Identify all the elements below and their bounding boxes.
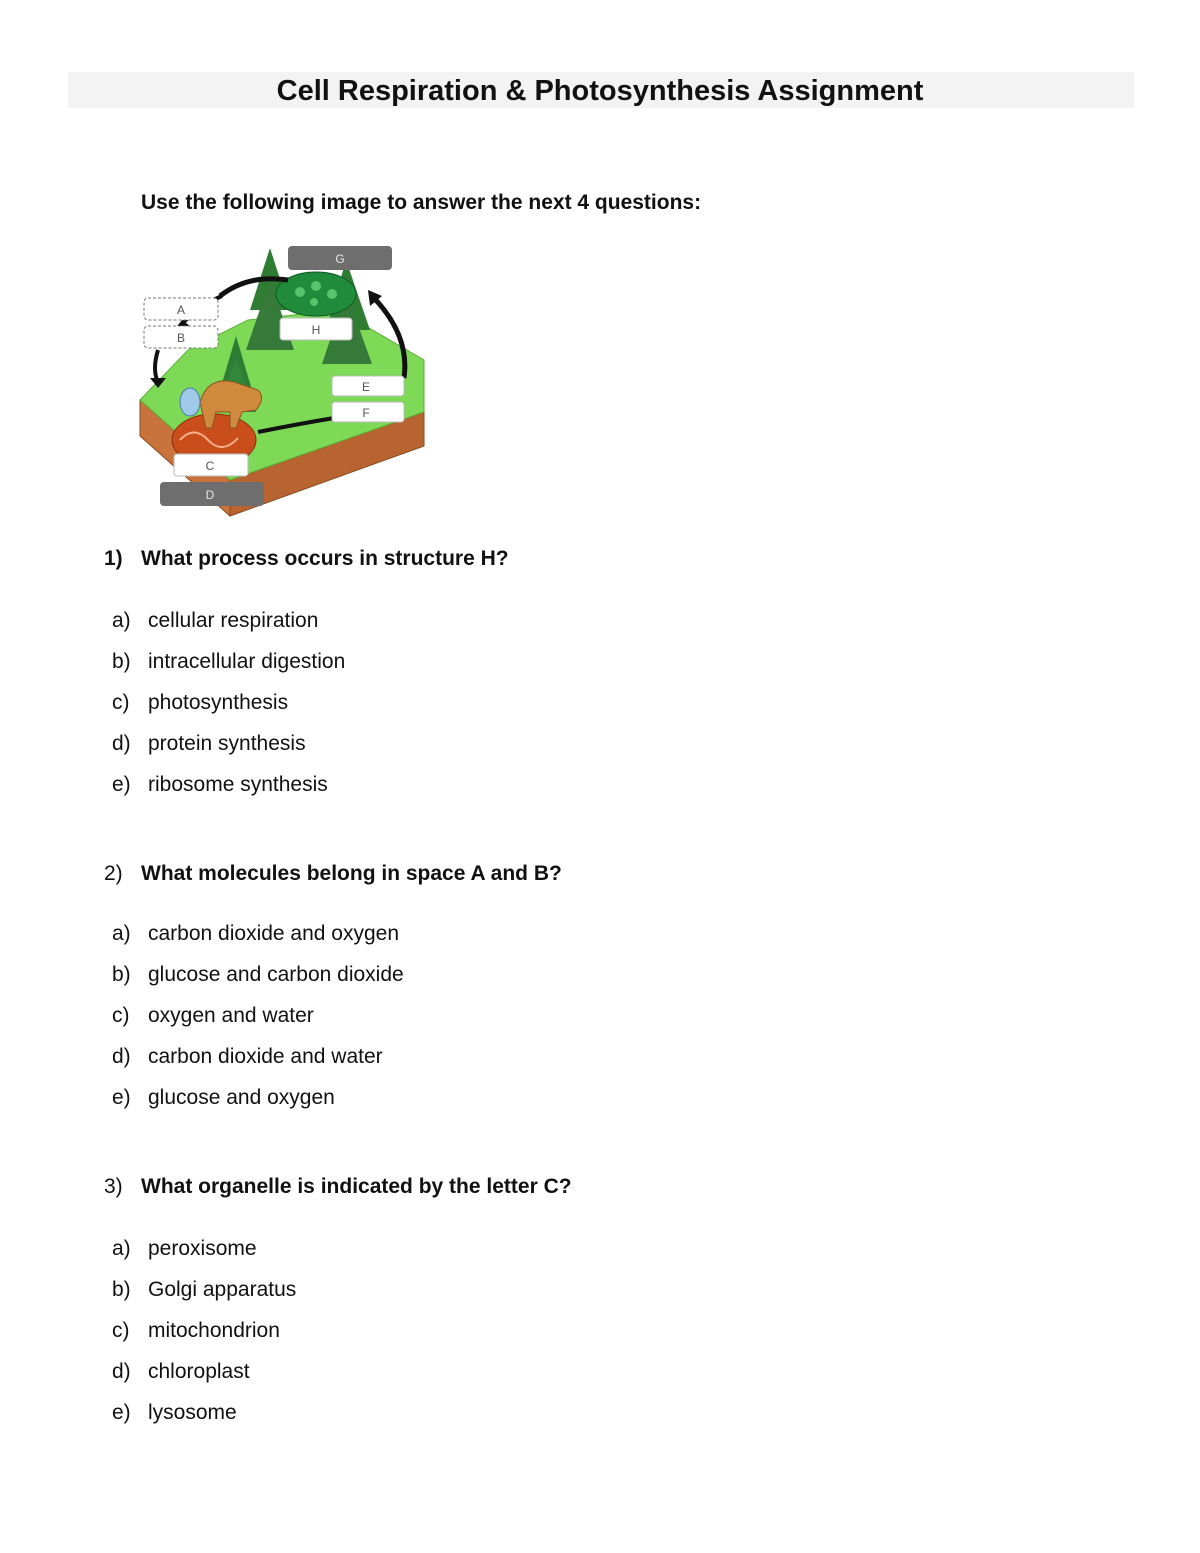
option-letter: a)	[112, 609, 131, 632]
option-text: lysosome	[148, 1401, 237, 1424]
option-letter: b)	[112, 650, 131, 673]
option-letter: a)	[112, 1237, 131, 1260]
option-text: carbon dioxide and water	[148, 1045, 383, 1068]
option-letter: e)	[112, 1401, 131, 1424]
option-item	[112, 648, 345, 689]
option-letter: e)	[112, 773, 131, 796]
option-letter: d)	[112, 1045, 131, 1068]
option-item	[112, 961, 404, 1002]
question-text: What organelle is indicated by the letter C?	[141, 1175, 572, 1198]
option-text: photosynthesis	[148, 691, 289, 714]
label-f	[332, 402, 404, 422]
option-letter: c)	[112, 1004, 130, 1027]
instruction-text: Use the following image to answer the next 4 questions:	[141, 191, 702, 214]
question-3	[104, 1173, 572, 1201]
svg-text:H: H	[311, 323, 321, 337]
svg-text:C: C	[205, 459, 215, 473]
option-text: protein synthesis	[148, 732, 306, 755]
question-number: 1)	[104, 547, 123, 570]
option-letter: e)	[112, 1086, 131, 1109]
page-title: Cell Respiration & Photosynthesis Assignment	[276, 75, 924, 107]
svg-text:D: D	[205, 488, 215, 502]
question-number: 3)	[104, 1175, 123, 1198]
option-text: oxygen and water	[148, 1004, 314, 1027]
svg-text:B: B	[176, 331, 186, 345]
option-item	[112, 689, 345, 730]
svg-text:F: F	[362, 406, 370, 420]
option-text: mitochondrion	[148, 1319, 280, 1342]
svg-text:G: G	[335, 252, 345, 266]
option-item	[112, 1358, 296, 1399]
label-c	[174, 454, 248, 476]
option-text: glucose and oxygen	[148, 1086, 335, 1109]
option-text: ribosome synthesis	[148, 773, 328, 796]
question-2-options	[112, 920, 404, 1125]
svg-text:A: A	[176, 303, 186, 317]
option-text: glucose and carbon dioxide	[148, 963, 404, 986]
option-letter: c)	[112, 1319, 130, 1342]
option-letter: b)	[112, 963, 131, 986]
question-3-options	[112, 1235, 296, 1440]
option-item	[112, 607, 345, 648]
svg-text:E: E	[361, 380, 371, 394]
option-item	[112, 1276, 296, 1317]
option-text: chloroplast	[148, 1360, 250, 1383]
question-1-options	[112, 607, 345, 812]
option-letter: d)	[112, 1360, 131, 1383]
label-d	[160, 482, 264, 506]
option-item	[112, 771, 345, 812]
flower-shape	[180, 388, 200, 416]
question-number: 2)	[104, 862, 123, 885]
option-letter: b)	[112, 1278, 131, 1301]
question-text: What process occurs in structure H?	[141, 547, 509, 570]
arrow-left	[155, 350, 158, 382]
label-h	[280, 318, 352, 340]
label-b	[144, 326, 218, 348]
option-item	[112, 1002, 404, 1043]
option-letter: d)	[112, 732, 131, 755]
option-item	[112, 1399, 296, 1440]
option-item	[112, 730, 345, 771]
ecosystem-diagram	[138, 240, 430, 522]
question-1	[104, 545, 509, 573]
option-letter: a)	[112, 922, 131, 945]
option-text: peroxisome	[148, 1237, 257, 1260]
option-item	[112, 920, 404, 961]
label-e	[332, 376, 404, 396]
option-item	[112, 1235, 296, 1276]
option-item	[112, 1043, 404, 1084]
label-g	[288, 246, 392, 270]
option-item	[112, 1084, 404, 1125]
question-text: What molecules belong in space A and B?	[141, 862, 562, 885]
label-a	[144, 298, 218, 320]
option-item	[112, 1317, 296, 1358]
option-text: cellular respiration	[148, 609, 319, 632]
option-text: intracellular digestion	[148, 650, 346, 673]
question-2	[104, 860, 562, 888]
option-letter: c)	[112, 691, 130, 714]
option-text: Golgi apparatus	[148, 1278, 297, 1301]
option-text: carbon dioxide and oxygen	[148, 922, 400, 945]
